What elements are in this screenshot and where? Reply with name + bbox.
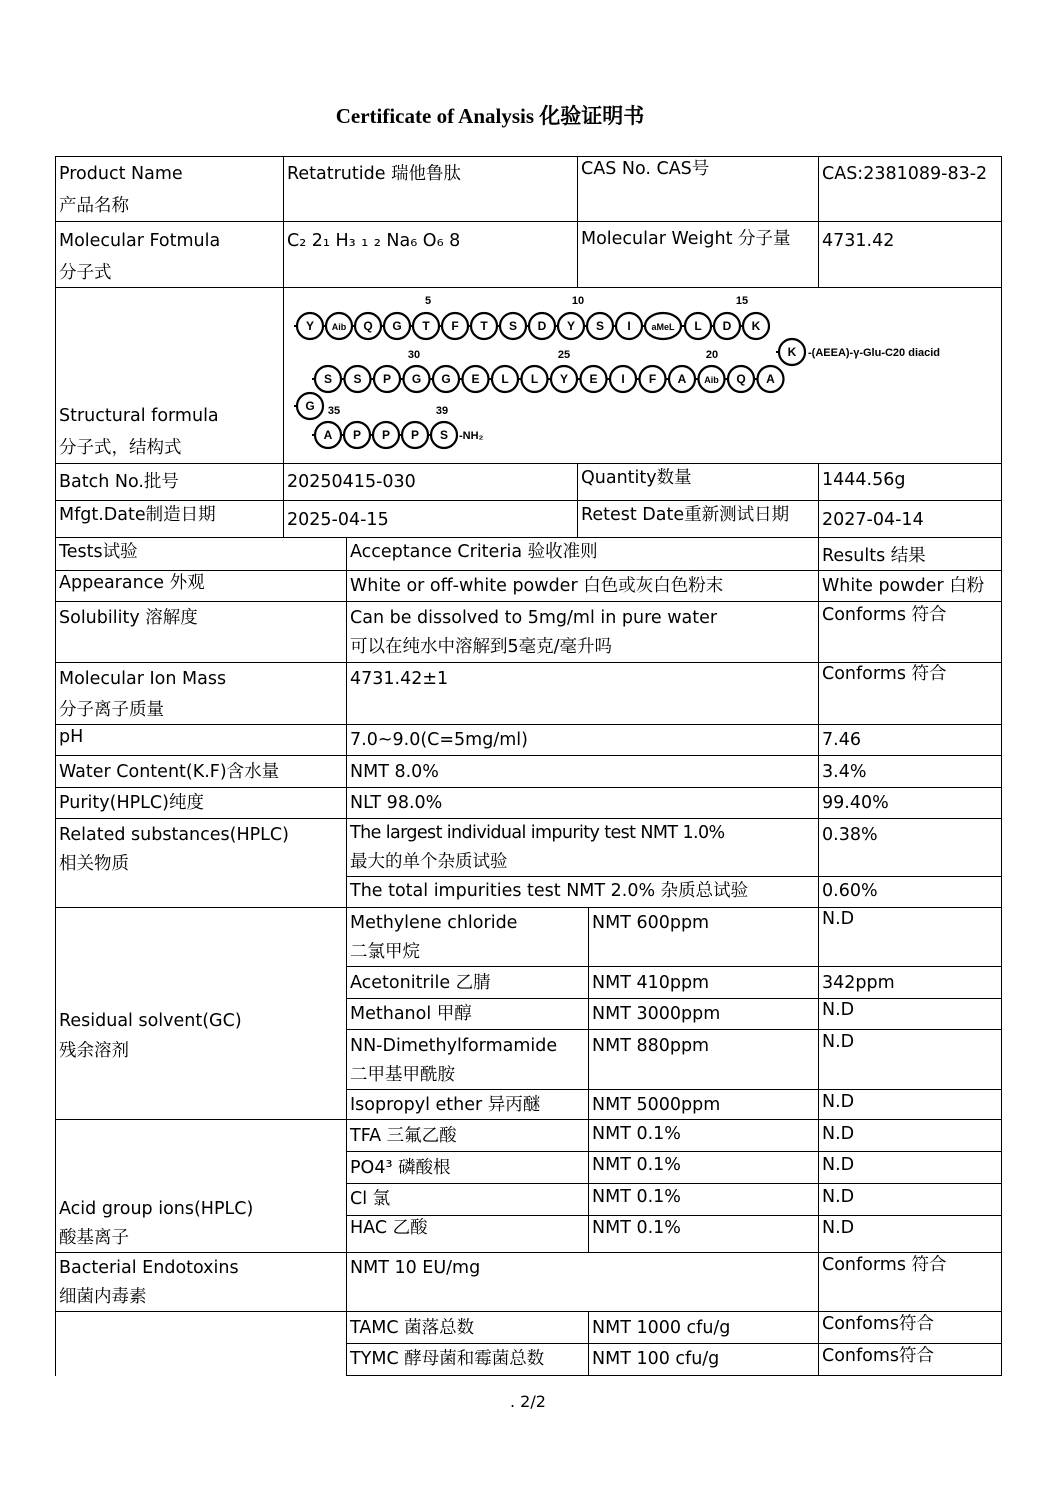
- product-name-value: Retatrutide 瑞他鲁肽: [287, 164, 462, 184]
- residue-bead-label: S: [508, 319, 518, 333]
- solvent-name: Methylene chloride: [350, 913, 518, 933]
- acid-ion-result: N.D: [822, 1124, 855, 1144]
- solvent-name-cn: 二甲基甲酰胺: [350, 1065, 455, 1085]
- residue-bead-label: Q: [736, 372, 746, 386]
- solvent-name: Isopropyl ether 异丙醚: [350, 1095, 541, 1115]
- ion-mass-name-en: Molecular Ion Mass: [59, 669, 227, 689]
- micro-result: Confoms符合: [822, 1314, 935, 1334]
- mfg-date-label: Mfgt.Date制造日期: [59, 505, 216, 525]
- page-number: . 2/2: [510, 1392, 546, 1411]
- residue-bead-label: I: [621, 372, 625, 386]
- water-result: 3.4%: [822, 762, 867, 782]
- related-largest-criteria-cn: 最大的单个杂质试验: [350, 852, 508, 872]
- batch-value: 20250415-030: [287, 472, 416, 492]
- acid-ion-limit: NMT 0.1%: [592, 1218, 681, 1238]
- micro-limit: NMT 1000 cfu/g: [592, 1318, 731, 1338]
- acid-ion-name: HAC 乙酸: [350, 1218, 428, 1238]
- appearance-name: Appearance 外观: [59, 573, 205, 593]
- related-total-criteria: The total impurities test NMT 2.0% 杂质总试验: [350, 881, 749, 901]
- solvent-limit: NMT 5000ppm: [592, 1095, 721, 1115]
- residue-bead-label: S: [353, 372, 362, 386]
- acid-ion-limit: NMT 0.1%: [592, 1155, 681, 1175]
- quantity-value: 1444.56g: [822, 470, 906, 490]
- residue-bead-label: D: [722, 319, 732, 333]
- residue-bead-label: E: [589, 372, 598, 386]
- position-number: 35: [327, 405, 341, 417]
- ion-mass-name-cn: 分子离子质量: [59, 700, 164, 720]
- related-total-result: 0.60%: [822, 881, 878, 901]
- solvent-result: N.D: [822, 1032, 855, 1052]
- residue-bead-label: Y: [566, 319, 576, 333]
- terminal-label: -NH₂: [459, 430, 484, 442]
- ion-mass-criteria: 4731.42±1: [350, 669, 449, 689]
- solubility-criteria-cn: 可以在纯水中溶解到5毫克/毫升吗: [350, 637, 613, 657]
- residue-bead-label: T: [422, 319, 430, 333]
- acid-ion-limit: NMT 0.1%: [592, 1124, 681, 1144]
- residue-bead-label: P: [410, 428, 420, 442]
- endotoxins-name-cn: 细菌内毒素: [59, 1287, 147, 1307]
- position-number: 15: [735, 295, 749, 307]
- water-criteria: NMT 8.0%: [350, 762, 439, 782]
- related-name-cn: 相关物质: [59, 854, 129, 874]
- ion-mass-result: Conforms 符合: [822, 664, 947, 684]
- document-title: Certificate of Analysis 化验证明书: [335, 104, 645, 128]
- formula-value: C₂ 2₁ H₃ ₁ ₂ Na₆ O₆ 8: [287, 231, 461, 251]
- micro-limit: NMT 100 cfu/g: [592, 1349, 720, 1369]
- solvent-name: Methanol 甲醇: [350, 1004, 472, 1024]
- solvent-limit: NMT 3000ppm: [592, 1004, 721, 1024]
- residue-bead-label: G: [441, 372, 451, 386]
- residue-bead-label: D: [537, 319, 547, 333]
- quantity-label: Quantity数量: [581, 468, 692, 488]
- position-number: 30: [407, 349, 421, 361]
- position-number: 39: [435, 405, 449, 417]
- residue-bead-label: G: [392, 319, 402, 333]
- residual-solvent-name-en: Residual solvent(GC): [59, 1011, 242, 1031]
- structural-formula-label: Structural formula: [59, 406, 219, 426]
- related-name-en: Related substances(HPLC): [59, 825, 289, 845]
- residue-bead-label: Y: [559, 372, 569, 386]
- acid-ions-name-en: Acid group ions(HPLC): [59, 1199, 254, 1219]
- residue-bead-label: S: [595, 319, 605, 333]
- product-name-label: Product Name: [59, 164, 183, 184]
- acid-ion-name: PO4³ 磷酸根: [350, 1158, 451, 1178]
- acid-ion-result: N.D: [822, 1155, 855, 1175]
- residue-bead-label: F: [648, 372, 657, 386]
- endotoxins-name-en: Bacterial Endotoxins: [59, 1258, 239, 1278]
- residue-bead-label: F: [451, 319, 459, 333]
- k-link-bead-label: K: [787, 345, 797, 359]
- residue-bead-label: A: [323, 428, 333, 442]
- residue-bead-label: T: [480, 319, 488, 333]
- residue-bead-label: Aib: [331, 322, 347, 332]
- solvent-result: N.D: [822, 909, 855, 929]
- mfg-date-value: 2025-04-15: [287, 510, 389, 530]
- related-largest-result: 0.38%: [822, 825, 878, 845]
- side-chain-label: -(AEEA)-γ-Glu-C20 diacid: [808, 347, 941, 359]
- tests-header: Tests试验: [59, 542, 138, 562]
- residue-bead-label: Q: [363, 319, 373, 333]
- acid-ion-result: N.D: [822, 1187, 855, 1207]
- batch-label: Batch No.批号: [59, 472, 179, 492]
- residue-bead-label: A: [677, 372, 687, 386]
- g-link-bead-label: G: [305, 399, 315, 413]
- residue-bead-label: L: [694, 319, 702, 333]
- residue-bead-label: A: [766, 372, 775, 386]
- position-number: 20: [705, 349, 719, 361]
- residue-bead-label: L: [501, 372, 509, 386]
- micro-result: Confoms符合: [822, 1346, 935, 1366]
- residue-bead-label: I: [627, 319, 631, 333]
- results-header: Results 结果: [822, 546, 926, 566]
- solubility-result: Conforms 符合: [822, 605, 947, 625]
- residue-bead-label: E: [471, 372, 480, 386]
- molecular-weight-label: Molecular Weight 分子量: [581, 229, 791, 249]
- criteria-header: Acceptance Criteria 验收准则: [350, 542, 598, 562]
- solvent-name: Acetonitrile 乙腈: [350, 973, 491, 993]
- appearance-result: White powder 白粉: [822, 576, 985, 596]
- residue-bead-label: Aib: [704, 375, 719, 385]
- acid-ion-limit: NMT 0.1%: [592, 1187, 681, 1207]
- solvent-result: N.D: [822, 1000, 855, 1020]
- related-largest-criteria-en: The largest individual impurity test NMT 1.0%: [350, 823, 725, 843]
- formula-label: Molecular Fotmula: [59, 231, 221, 251]
- solvent-result: N.D: [822, 1092, 855, 1112]
- residue-bead-label: P: [381, 428, 391, 442]
- position-number: 25: [557, 349, 571, 361]
- solubility-criteria-en: Can be dissolved to 5mg/ml in pure water: [350, 608, 718, 628]
- purity-criteria: NLT 98.0%: [350, 793, 443, 813]
- cas-label: CAS No. CAS号: [581, 159, 710, 179]
- acid-ions-name-cn: 酸基离子: [59, 1228, 129, 1248]
- purity-result: 99.40%: [822, 793, 889, 813]
- solvent-name-cn: 二氯甲烷: [350, 942, 420, 962]
- purity-name: Purity(HPLC)纯度: [59, 793, 204, 813]
- acid-ion-name: Cl 氯: [350, 1189, 391, 1209]
- structural-formula-label-cn: 分子式，结构式: [59, 438, 182, 458]
- solvent-name: NN-Dimethylformamide: [350, 1036, 558, 1056]
- solvent-limit: NMT 410ppm: [592, 973, 710, 993]
- residue-bead-label: S: [439, 428, 449, 442]
- product-name-label-cn: 产品名称: [59, 196, 129, 216]
- endotoxins-criteria: NMT 10 EU/mg: [350, 1258, 481, 1278]
- micro-name: TAMC 菌落总数: [350, 1318, 475, 1338]
- solubility-name: Solubility 溶解度: [59, 608, 198, 628]
- residue-bead-label: Y: [305, 319, 315, 333]
- residue-bead-label: P: [382, 372, 392, 386]
- position-number: 5: [424, 295, 432, 307]
- endotoxins-result: Conforms 符合: [822, 1255, 947, 1275]
- residue-bead-label: P: [352, 428, 362, 442]
- solvent-limit: NMT 600ppm: [592, 913, 710, 933]
- solvent-result: 342ppm: [822, 973, 895, 993]
- residue-bead-label: aMeL: [651, 322, 675, 332]
- residue-bead-label: G: [411, 372, 422, 386]
- appearance-criteria: White or off-white powder 白色或灰白色粉末: [350, 576, 724, 596]
- cas-value: CAS:2381089-83-2: [822, 164, 988, 184]
- retest-date-value: 2027-04-14: [822, 510, 924, 530]
- solvent-limit: NMT 880ppm: [592, 1036, 710, 1056]
- ph-result: 7.46: [822, 730, 861, 750]
- water-name: Water Content(K.F)含水量: [59, 762, 280, 782]
- ph-name: pH: [59, 727, 84, 747]
- position-number: 10: [571, 295, 585, 307]
- ph-criteria: 7.0~9.0(C=5mg/ml): [350, 730, 528, 750]
- acid-ion-name: TFA 三氟乙酸: [350, 1126, 457, 1146]
- formula-label-cn: 分子式: [59, 263, 112, 283]
- micro-name: TYMC 酵母菌和霉菌总数: [350, 1349, 545, 1369]
- residue-bead-label: L: [530, 372, 539, 386]
- residue-bead-label: K: [751, 319, 761, 333]
- molecular-weight-value: 4731.42: [822, 231, 895, 251]
- peptide-structure-diagram: [288, 292, 988, 460]
- residual-solvent-name-cn: 残余溶剂: [59, 1041, 129, 1061]
- retest-date-label: Retest Date重新测试日期: [581, 505, 790, 525]
- residue-bead-label: S: [323, 372, 333, 386]
- acid-ion-result: N.D: [822, 1218, 855, 1238]
